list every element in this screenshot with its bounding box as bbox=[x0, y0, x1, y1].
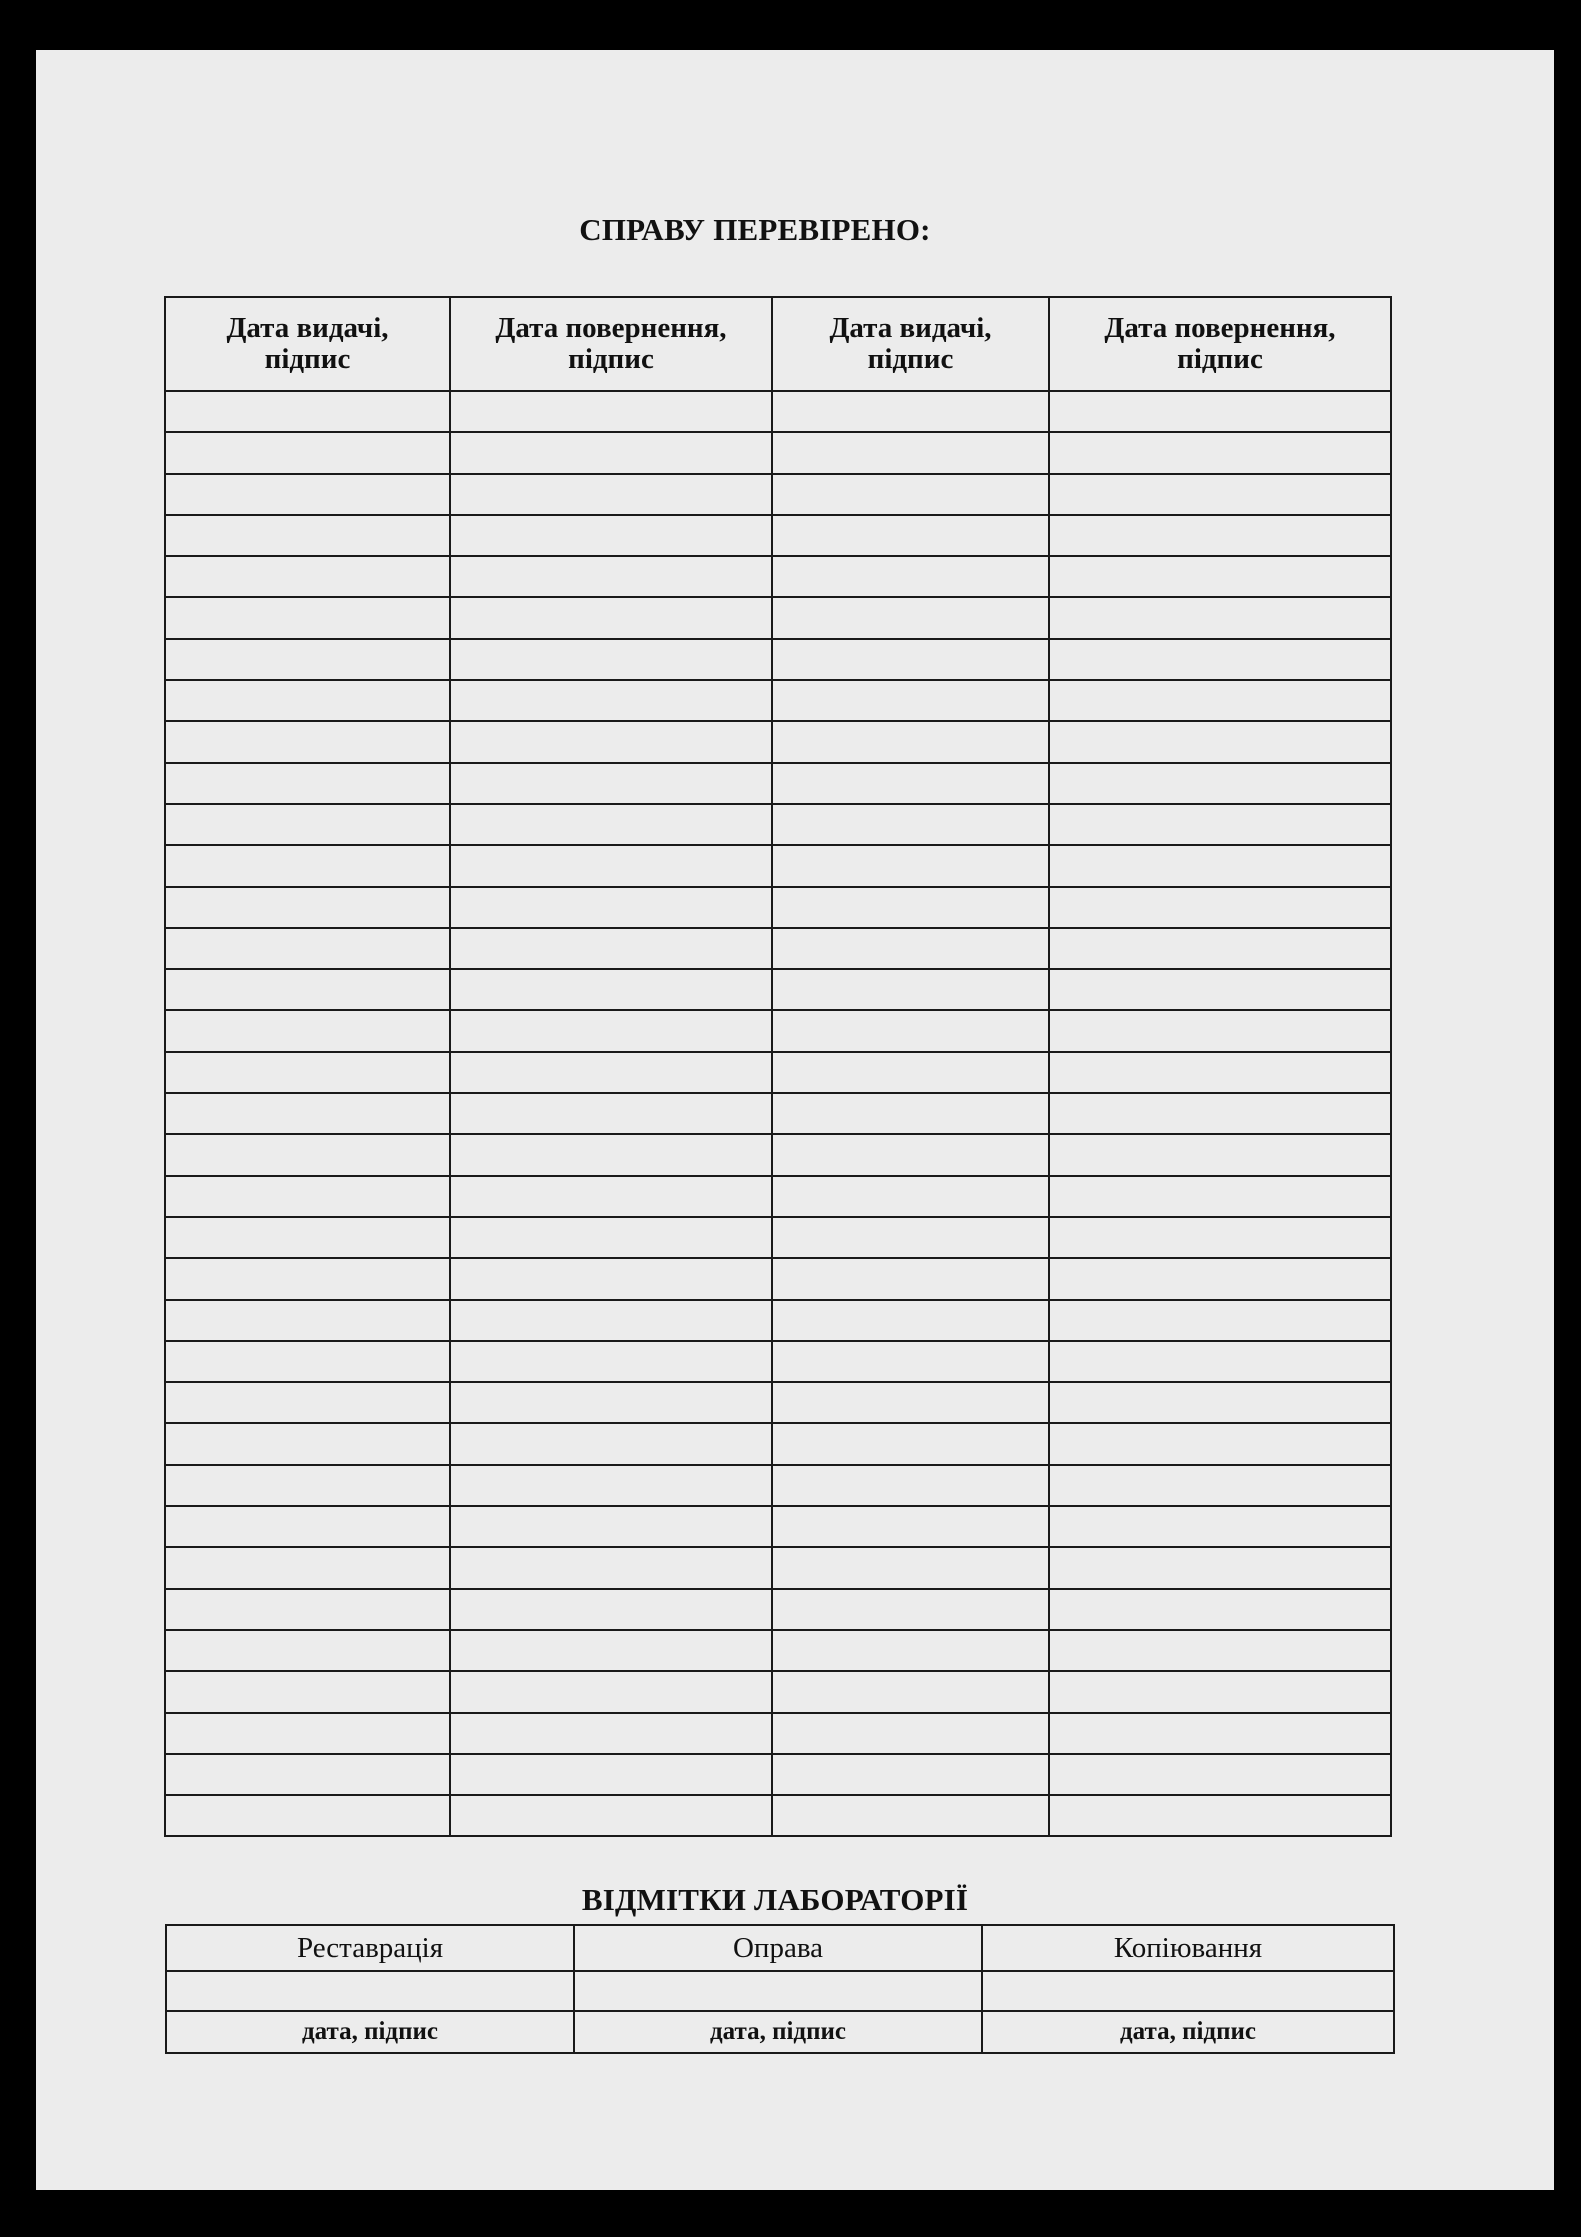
checked-table-row bbox=[165, 1258, 1391, 1299]
checked-table-cell[interactable] bbox=[165, 969, 450, 1010]
checked-table-cell[interactable] bbox=[165, 474, 450, 515]
checked-table-row bbox=[165, 969, 1391, 1010]
checked-table-cell[interactable] bbox=[772, 1465, 1049, 1506]
checked-table-cell[interactable] bbox=[165, 1795, 450, 1836]
checked-table-row bbox=[165, 721, 1391, 762]
checked-table-row bbox=[165, 804, 1391, 845]
checked-table-row bbox=[165, 1795, 1391, 1836]
checked-table-cell[interactable] bbox=[1049, 721, 1391, 762]
column-header-return-date-2 bbox=[1049, 297, 1391, 391]
checked-table-cell[interactable] bbox=[165, 597, 450, 638]
checked-table-row bbox=[165, 887, 1391, 928]
checked-table-row bbox=[165, 1713, 1391, 1754]
checked-table-row bbox=[165, 1341, 1391, 1382]
checked-table-cell[interactable] bbox=[772, 1341, 1049, 1382]
checked-table-cell[interactable] bbox=[772, 1671, 1049, 1712]
checked-table-row bbox=[165, 1382, 1391, 1423]
lab-blank-row bbox=[166, 1971, 1394, 2011]
checked-table-cell[interactable] bbox=[165, 556, 450, 597]
checked-table-body bbox=[165, 391, 1391, 1836]
checked-table-cell[interactable] bbox=[165, 1052, 450, 1093]
lab-section-title: ВІДМІТКИ ЛАБОРАТОРІЇ bbox=[581, 1882, 969, 1917]
checked-table-cell[interactable] bbox=[772, 1382, 1049, 1423]
checked-table-cell[interactable] bbox=[1049, 887, 1391, 928]
checked-table-cell[interactable] bbox=[450, 845, 772, 886]
checked-table-cell[interactable] bbox=[450, 1341, 772, 1382]
checked-table-cell[interactable] bbox=[450, 763, 772, 804]
checked-table-cell[interactable] bbox=[450, 1258, 772, 1299]
checked-table-cell[interactable] bbox=[1049, 969, 1391, 1010]
checked-table-cell[interactable] bbox=[165, 721, 450, 762]
checked-table-cell[interactable] bbox=[450, 1589, 772, 1630]
checked-table-cell[interactable] bbox=[772, 597, 1049, 638]
lab-marks-table bbox=[165, 1924, 1395, 2054]
checked-table-cell[interactable] bbox=[1049, 680, 1391, 721]
lab-table-header bbox=[166, 1925, 1394, 1971]
copying-entry-cell[interactable] bbox=[982, 1971, 1394, 2011]
checked-table-cell[interactable] bbox=[165, 1093, 450, 1134]
restoration-signature-label: дата, підпис bbox=[166, 2011, 574, 2053]
checked-table-cell[interactable] bbox=[772, 1300, 1049, 1341]
checked-table-row bbox=[165, 1630, 1391, 1671]
checked-table-cell[interactable] bbox=[772, 804, 1049, 845]
checked-table-row bbox=[165, 928, 1391, 969]
checked-table-cell[interactable] bbox=[772, 1010, 1049, 1051]
checked-table-cell[interactable] bbox=[165, 1630, 450, 1671]
checked-table-cell[interactable] bbox=[1049, 1423, 1391, 1464]
checked-table-cell[interactable] bbox=[1049, 1093, 1391, 1134]
checked-table-cell[interactable] bbox=[450, 887, 772, 928]
checked-table-cell[interactable] bbox=[165, 887, 450, 928]
checked-table-row bbox=[165, 1465, 1391, 1506]
checked-table-cell[interactable] bbox=[772, 515, 1049, 556]
checked-table-cell[interactable] bbox=[772, 1093, 1049, 1134]
checked-table-cell[interactable] bbox=[1049, 1506, 1391, 1547]
checked-table-cell[interactable] bbox=[165, 1589, 450, 1630]
checked-table-cell[interactable] bbox=[1049, 845, 1391, 886]
checked-table bbox=[164, 296, 1392, 1837]
checked-table-cell[interactable] bbox=[450, 1671, 772, 1712]
checked-table-row bbox=[165, 1093, 1391, 1134]
checked-table-cell[interactable] bbox=[450, 1176, 772, 1217]
checked-table-cell[interactable] bbox=[450, 1052, 772, 1093]
checked-table-cell[interactable] bbox=[1049, 1382, 1391, 1423]
checked-table-cell[interactable] bbox=[1049, 1589, 1391, 1630]
checked-table-row bbox=[165, 1300, 1391, 1341]
column-header-issue-date-2 bbox=[772, 297, 1049, 391]
checked-table-cell[interactable] bbox=[165, 639, 450, 680]
checked-table-cell[interactable] bbox=[772, 432, 1049, 473]
column-header-issue-date-1 bbox=[165, 297, 450, 391]
checked-table-cell[interactable] bbox=[1049, 1547, 1391, 1588]
checked-table-cell[interactable] bbox=[772, 1713, 1049, 1754]
checked-table-row bbox=[165, 1010, 1391, 1051]
checked-table-row bbox=[165, 680, 1391, 721]
checked-table-cell[interactable] bbox=[450, 1713, 772, 1754]
checked-table-cell[interactable] bbox=[772, 928, 1049, 969]
checked-table-cell[interactable] bbox=[772, 639, 1049, 680]
checked-table-cell[interactable] bbox=[450, 1754, 772, 1795]
checked-table-cell[interactable] bbox=[165, 1547, 450, 1588]
checked-table-cell[interactable] bbox=[165, 845, 450, 886]
checked-table-cell[interactable] bbox=[772, 1589, 1049, 1630]
checked-table-cell[interactable] bbox=[772, 1630, 1049, 1671]
checked-table-cell[interactable] bbox=[165, 1671, 450, 1712]
checked-table-cell[interactable] bbox=[165, 1010, 450, 1051]
checked-table-cell[interactable] bbox=[165, 1341, 450, 1382]
checked-table-cell[interactable] bbox=[450, 1795, 772, 1836]
checked-table-cell[interactable] bbox=[772, 474, 1049, 515]
checked-table-cell[interactable] bbox=[1049, 928, 1391, 969]
checked-table-cell[interactable] bbox=[772, 680, 1049, 721]
checked-table-cell[interactable] bbox=[165, 1382, 450, 1423]
checked-table-row bbox=[165, 1506, 1391, 1547]
checked-table-row bbox=[165, 597, 1391, 638]
checked-table-cell[interactable] bbox=[450, 474, 772, 515]
checked-table-row bbox=[165, 1134, 1391, 1175]
checked-table-cell[interactable] bbox=[450, 1506, 772, 1547]
paper-sheet bbox=[36, 50, 1554, 2190]
checked-table-cell[interactable] bbox=[772, 887, 1049, 928]
checked-table-cell[interactable] bbox=[772, 391, 1049, 432]
checked-table-cell[interactable] bbox=[165, 1423, 450, 1464]
checked-table-cell[interactable] bbox=[1049, 1341, 1391, 1382]
lab-signature-row bbox=[166, 2011, 1394, 2053]
checked-table-cell[interactable] bbox=[450, 515, 772, 556]
checked-table-row bbox=[165, 1052, 1391, 1093]
checked-table-cell[interactable] bbox=[1049, 1052, 1391, 1093]
header-label: Дата видачі, підпис bbox=[226, 311, 389, 375]
checked-table-cell[interactable] bbox=[450, 928, 772, 969]
checked-table-cell[interactable] bbox=[1049, 597, 1391, 638]
checked-table-cell[interactable] bbox=[772, 1547, 1049, 1588]
checked-table-cell[interactable] bbox=[1049, 1465, 1391, 1506]
checked-table-row bbox=[165, 1547, 1391, 1588]
checked-table-cell[interactable] bbox=[772, 1754, 1049, 1795]
checked-table-cell[interactable] bbox=[1049, 1630, 1391, 1671]
checked-table-cell[interactable] bbox=[165, 1465, 450, 1506]
checked-table-cell[interactable] bbox=[450, 1630, 772, 1671]
checked-table-row bbox=[165, 845, 1391, 886]
checked-table-cell[interactable] bbox=[165, 1713, 450, 1754]
checked-table-cell[interactable] bbox=[450, 1547, 772, 1588]
checked-table-row bbox=[165, 391, 1391, 432]
checked-table-cell[interactable] bbox=[165, 1754, 450, 1795]
checked-table-cell[interactable] bbox=[450, 432, 772, 473]
checked-table-cell[interactable] bbox=[165, 804, 450, 845]
checked-table-cell[interactable] bbox=[772, 845, 1049, 886]
checked-table-cell[interactable] bbox=[772, 556, 1049, 597]
restoration-entry-cell[interactable] bbox=[166, 1971, 574, 2011]
checked-table-cell[interactable] bbox=[772, 721, 1049, 762]
checked-table-row bbox=[165, 1671, 1391, 1712]
checked-table-cell[interactable] bbox=[165, 432, 450, 473]
checked-table-header bbox=[165, 297, 1391, 391]
checked-table-cell[interactable] bbox=[450, 1423, 772, 1464]
checked-table-cell[interactable] bbox=[772, 1795, 1049, 1836]
checked-table-cell[interactable] bbox=[450, 391, 772, 432]
binding-signature-label: дата, підпис bbox=[574, 2011, 982, 2053]
checked-table-cell[interactable] bbox=[1049, 474, 1391, 515]
checked-table-cell[interactable] bbox=[450, 1134, 772, 1175]
column-header-binding: Оправа bbox=[574, 1925, 982, 1971]
checked-table-cell[interactable] bbox=[450, 1217, 772, 1258]
checked-table-row bbox=[165, 1176, 1391, 1217]
checked-table-cell[interactable] bbox=[1049, 556, 1391, 597]
checked-table-cell[interactable] bbox=[450, 597, 772, 638]
column-header-return-date-1 bbox=[450, 297, 772, 391]
checked-table-cell[interactable] bbox=[1049, 1671, 1391, 1712]
checked-table-cell[interactable] bbox=[1049, 639, 1391, 680]
checked-table-cell[interactable] bbox=[165, 1134, 450, 1175]
header-label: Дата повернення, підпис bbox=[1104, 311, 1336, 375]
checked-table-cell[interactable] bbox=[165, 1258, 450, 1299]
checked-table-cell[interactable] bbox=[165, 391, 450, 432]
checked-table-cell[interactable] bbox=[450, 804, 772, 845]
checked-table-cell[interactable] bbox=[165, 515, 450, 556]
checked-table-cell[interactable] bbox=[450, 639, 772, 680]
checked-table-row bbox=[165, 1217, 1391, 1258]
checked-table-row bbox=[165, 1754, 1391, 1795]
checked-table-cell[interactable] bbox=[772, 1423, 1049, 1464]
checked-table-cell[interactable] bbox=[1049, 1713, 1391, 1754]
header-label: Дата повернення, підпис bbox=[495, 311, 727, 375]
checked-table-cell[interactable] bbox=[450, 1382, 772, 1423]
checked-table-cell[interactable] bbox=[1049, 804, 1391, 845]
checked-table-cell[interactable] bbox=[772, 1258, 1049, 1299]
checked-table-cell[interactable] bbox=[450, 1465, 772, 1506]
checked-table-cell[interactable] bbox=[450, 1300, 772, 1341]
checked-table-cell[interactable] bbox=[450, 1010, 772, 1051]
header-label: Дата видачі, підпис bbox=[829, 311, 992, 375]
checked-table-cell[interactable] bbox=[772, 1134, 1049, 1175]
checked-table-row bbox=[165, 1423, 1391, 1464]
column-header-copying: Копіювання bbox=[982, 1925, 1394, 1971]
checked-table-row bbox=[165, 1589, 1391, 1630]
checked-table-cell[interactable] bbox=[1049, 515, 1391, 556]
checked-table-cell[interactable] bbox=[1049, 1754, 1391, 1795]
checked-table-cell[interactable] bbox=[450, 1093, 772, 1134]
checked-table-cell[interactable] bbox=[450, 969, 772, 1010]
checked-table-cell[interactable] bbox=[772, 1217, 1049, 1258]
binding-entry-cell[interactable] bbox=[574, 1971, 982, 2011]
checked-table-cell[interactable] bbox=[1049, 1010, 1391, 1051]
checked-table-cell[interactable] bbox=[1049, 1217, 1391, 1258]
checked-table-cell[interactable] bbox=[165, 680, 450, 721]
checked-table-row bbox=[165, 763, 1391, 804]
checked-table-cell[interactable] bbox=[1049, 1258, 1391, 1299]
checked-table-cell[interactable] bbox=[772, 969, 1049, 1010]
checked-table-cell[interactable] bbox=[772, 763, 1049, 804]
checked-table-cell[interactable] bbox=[165, 1506, 450, 1547]
checked-table-cell[interactable] bbox=[450, 721, 772, 762]
checked-table-row bbox=[165, 515, 1391, 556]
checked-table-cell[interactable] bbox=[165, 1176, 450, 1217]
checked-table-row bbox=[165, 432, 1391, 473]
checked-table-cell[interactable] bbox=[1049, 1134, 1391, 1175]
checked-table-cell[interactable] bbox=[772, 1052, 1049, 1093]
checked-table-cell[interactable] bbox=[772, 1176, 1049, 1217]
checked-table-row bbox=[165, 639, 1391, 680]
checked-table-row bbox=[165, 474, 1391, 515]
checked-table-cell[interactable] bbox=[165, 928, 450, 969]
checked-table-cell[interactable] bbox=[1049, 1176, 1391, 1217]
copying-signature-label: дата, підпис bbox=[982, 2011, 1394, 2053]
checked-table-cell[interactable] bbox=[1049, 1300, 1391, 1341]
checked-table-cell[interactable] bbox=[165, 763, 450, 804]
column-header-restoration: Реставрація bbox=[166, 1925, 574, 1971]
checked-table-cell[interactable] bbox=[450, 556, 772, 597]
checked-table-cell[interactable] bbox=[1049, 763, 1391, 804]
checked-table-cell[interactable] bbox=[1049, 432, 1391, 473]
checked-table-cell[interactable] bbox=[165, 1300, 450, 1341]
checked-table-cell[interactable] bbox=[1049, 391, 1391, 432]
checked-table-cell[interactable] bbox=[450, 680, 772, 721]
checked-table-cell[interactable] bbox=[772, 1506, 1049, 1547]
checked-table-cell[interactable] bbox=[1049, 1795, 1391, 1836]
checked-section-title: СПРАВУ ПЕРЕВІРЕНО: bbox=[579, 212, 931, 247]
checked-table-cell[interactable] bbox=[165, 1217, 450, 1258]
checked-table-row bbox=[165, 556, 1391, 597]
